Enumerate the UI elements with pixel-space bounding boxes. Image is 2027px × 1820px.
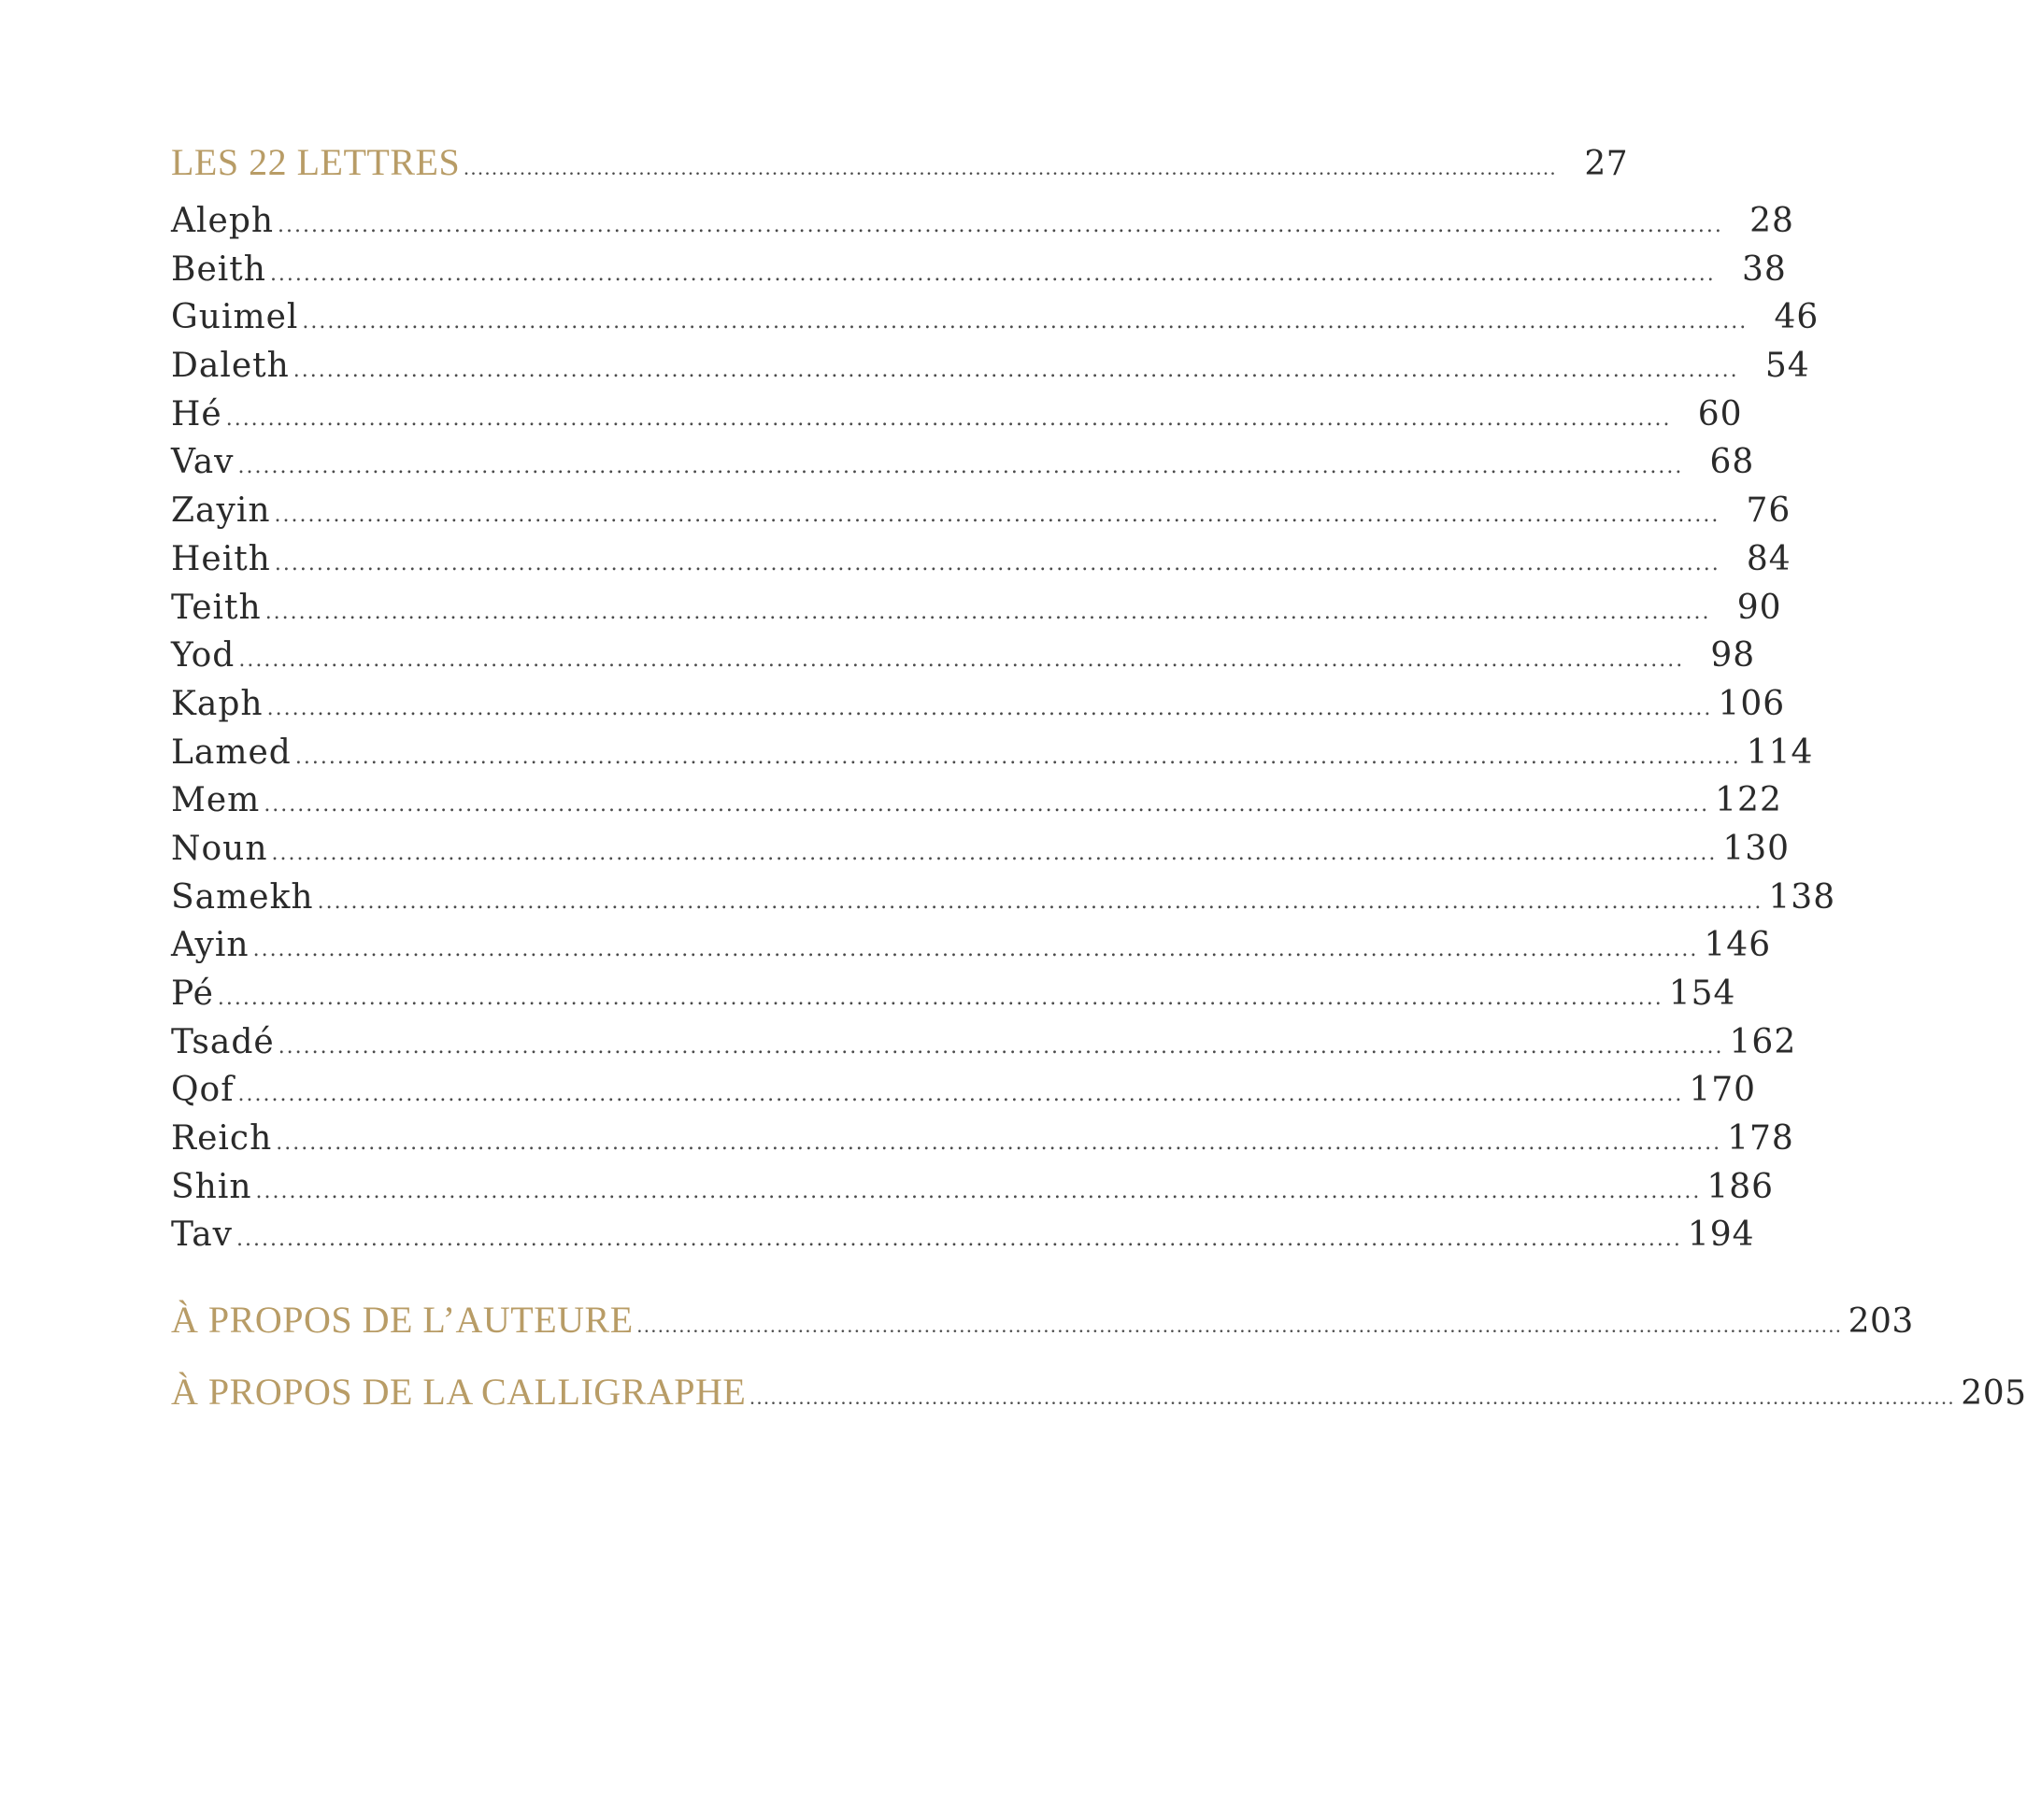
page-number: 205 bbox=[1961, 1374, 2027, 1414]
toc-entry-kaph[interactable] bbox=[171, 684, 1786, 733]
dot-leader: ............................................................................................................................................................................ bbox=[264, 600, 1711, 624]
dot-leader: ............................................................................................................................................................ bbox=[464, 156, 1558, 179]
dot-leader: ............................................................................................................................................................................ bbox=[302, 310, 1749, 334]
page-number: 186 bbox=[1706, 1167, 1775, 1206]
dot-leader: ............................................................................................................................................................................ bbox=[276, 1131, 1722, 1156]
dot-leader: ............................................................................................................................................................................ bbox=[749, 1386, 1956, 1410]
dot-leader: ............................................................................................................................................................................ bbox=[252, 938, 1699, 962]
dot-leader: ............................................................................................................................................................................ bbox=[237, 455, 1684, 479]
dot-leader: ............................................................................................................................................................................ bbox=[217, 987, 1663, 1010]
toc-entry-heith[interactable] bbox=[171, 539, 1791, 589]
toc-entry-zayin[interactable] bbox=[171, 491, 1791, 540]
dot-leader: ............................................................................................................................................................................ bbox=[236, 1228, 1682, 1252]
page-number: 170 bbox=[1689, 1071, 1757, 1110]
entry-label: Beith bbox=[171, 249, 266, 289]
toc-entry-shin[interactable] bbox=[171, 1167, 1775, 1216]
page-number: 106 bbox=[1718, 684, 1786, 723]
page-number: 162 bbox=[1729, 1022, 1797, 1061]
page-number: 84 bbox=[1746, 539, 1791, 578]
dot-leader: ............................................................................................................................................................................ bbox=[278, 1034, 1724, 1059]
page-number: 68 bbox=[1709, 443, 1755, 482]
toc-entry-tav[interactable] bbox=[171, 1216, 1755, 1264]
entry-label: Zayin bbox=[171, 491, 271, 531]
page-number: 138 bbox=[1768, 877, 1836, 917]
entry-label: Heith bbox=[171, 539, 271, 578]
dot-leader: ............................................................................................................................................................................ bbox=[238, 648, 1685, 673]
dot-leader: ............................................................................................................................................................................ bbox=[237, 1083, 1684, 1107]
page-number: 76 bbox=[1746, 491, 1791, 531]
toc-entry-mem[interactable] bbox=[171, 781, 1782, 830]
table-of-contents bbox=[171, 140, 2027, 1442]
entry-label: Shin bbox=[171, 1167, 252, 1206]
page-number: 28 bbox=[1749, 202, 1794, 240]
entry-label: Lamed bbox=[171, 732, 292, 772]
page-number: 122 bbox=[1715, 781, 1782, 820]
dot-leader: ............................................................................................................................................................................ bbox=[636, 1314, 1843, 1338]
dot-leader: ............................................................................................................................................................................ bbox=[269, 262, 1716, 286]
toc-entry-reich[interactable] bbox=[171, 1119, 1794, 1168]
entry-label: Reich bbox=[171, 1119, 273, 1159]
page-number: 114 bbox=[1746, 732, 1814, 772]
page-number: 130 bbox=[1722, 829, 1791, 868]
entry-label: À PROPOS DE LA CALLIGRAPHE bbox=[171, 1371, 747, 1414]
toc-entry-guimel[interactable] bbox=[171, 298, 1820, 347]
page-number: 98 bbox=[1710, 636, 1756, 675]
entry-label: Guimel bbox=[171, 298, 299, 337]
entry-label: Mem bbox=[171, 781, 261, 820]
dot-leader: ............................................................................................................................................................................ bbox=[274, 551, 1720, 576]
entry-label: Kaph bbox=[171, 684, 264, 723]
entry-label: Ayin bbox=[171, 926, 250, 965]
page-number: 146 bbox=[1704, 926, 1772, 965]
entry-label: Hé bbox=[171, 394, 222, 434]
page-number: 90 bbox=[1736, 588, 1782, 627]
dot-leader: ............................................................................................................................................................................ bbox=[264, 793, 1710, 818]
page-number: 178 bbox=[1727, 1119, 1794, 1159]
dot-leader: ............................................................................................................................................................................ bbox=[225, 406, 1672, 431]
dot-leader: ............................................................................................................................................................................ bbox=[293, 359, 1739, 383]
dot-leader: ............................................................................................................................................................................ bbox=[294, 745, 1741, 769]
dot-leader: ............................................................................................................................................................................ bbox=[266, 696, 1713, 720]
toc-entry-aleph[interactable] bbox=[171, 202, 1794, 250]
page-number: 203 bbox=[1848, 1302, 1914, 1342]
page-number: 194 bbox=[1687, 1216, 1755, 1255]
page-number: 154 bbox=[1668, 974, 1736, 1013]
page-number: 54 bbox=[1764, 347, 1810, 386]
entry-label: Noun bbox=[171, 829, 268, 868]
toc-entry-beith[interactable] bbox=[171, 249, 1787, 299]
toc-entry-back-section-2[interactable] bbox=[171, 1370, 2027, 1442]
entry-label: Samekh bbox=[171, 877, 314, 917]
toc-entry-qof[interactable] bbox=[171, 1071, 1757, 1119]
entry-label: Vav bbox=[171, 443, 235, 482]
page-number: 46 bbox=[1774, 298, 1820, 337]
dot-leader: ............................................................................................................................................................................ bbox=[255, 1179, 1702, 1203]
entry-label: Aleph bbox=[171, 202, 275, 240]
toc-entry-teith[interactable] bbox=[171, 588, 1782, 637]
toc-entry-pe[interactable] bbox=[171, 974, 1736, 1023]
toc-entry-yod[interactable] bbox=[171, 636, 1756, 685]
dot-leader: ............................................................................................................................................................................ bbox=[271, 841, 1718, 865]
toc-entries-list bbox=[171, 202, 1836, 1264]
dot-leader: ............................................................................................................................................................................ bbox=[317, 889, 1763, 914]
toc-entry-vav[interactable] bbox=[171, 443, 1755, 491]
toc-entry-tsade[interactable] bbox=[171, 1022, 1797, 1072]
entry-label: Tav bbox=[171, 1216, 234, 1255]
toc-entry-lamed[interactable] bbox=[171, 732, 1814, 782]
entry-label: Daleth bbox=[171, 347, 290, 386]
entry-label: Teith bbox=[171, 588, 262, 627]
entry-label: Pé bbox=[171, 974, 214, 1013]
dot-leader: ............................................................................................................................................................................ bbox=[274, 504, 1720, 528]
entry-label: Qof bbox=[171, 1071, 235, 1110]
toc-entry-noun[interactable] bbox=[171, 829, 1791, 878]
page-number: 38 bbox=[1741, 249, 1787, 289]
entry-label: À PROPOS DE L’AUTEURE bbox=[171, 1299, 634, 1342]
toc-entry-back-section-1[interactable] bbox=[171, 1298, 1914, 1370]
section-title: LES 22 LETTRES bbox=[171, 141, 461, 183]
toc-entry-daleth[interactable] bbox=[171, 347, 1810, 395]
dot-leader: ............................................................................................................................................................................ bbox=[278, 214, 1723, 237]
page-number: 60 bbox=[1697, 394, 1743, 434]
toc-section-les-22-lettres[interactable] bbox=[171, 140, 1629, 196]
entry-label: Tsadé bbox=[171, 1022, 275, 1061]
toc-entry-he[interactable] bbox=[171, 394, 1743, 444]
toc-entry-samekh[interactable] bbox=[171, 877, 1836, 927]
page-number: 27 bbox=[1584, 145, 1629, 183]
entry-label: Yod bbox=[171, 636, 236, 675]
toc-entry-ayin[interactable] bbox=[171, 926, 1772, 974]
toc-back-matter-list bbox=[171, 1298, 2027, 1442]
